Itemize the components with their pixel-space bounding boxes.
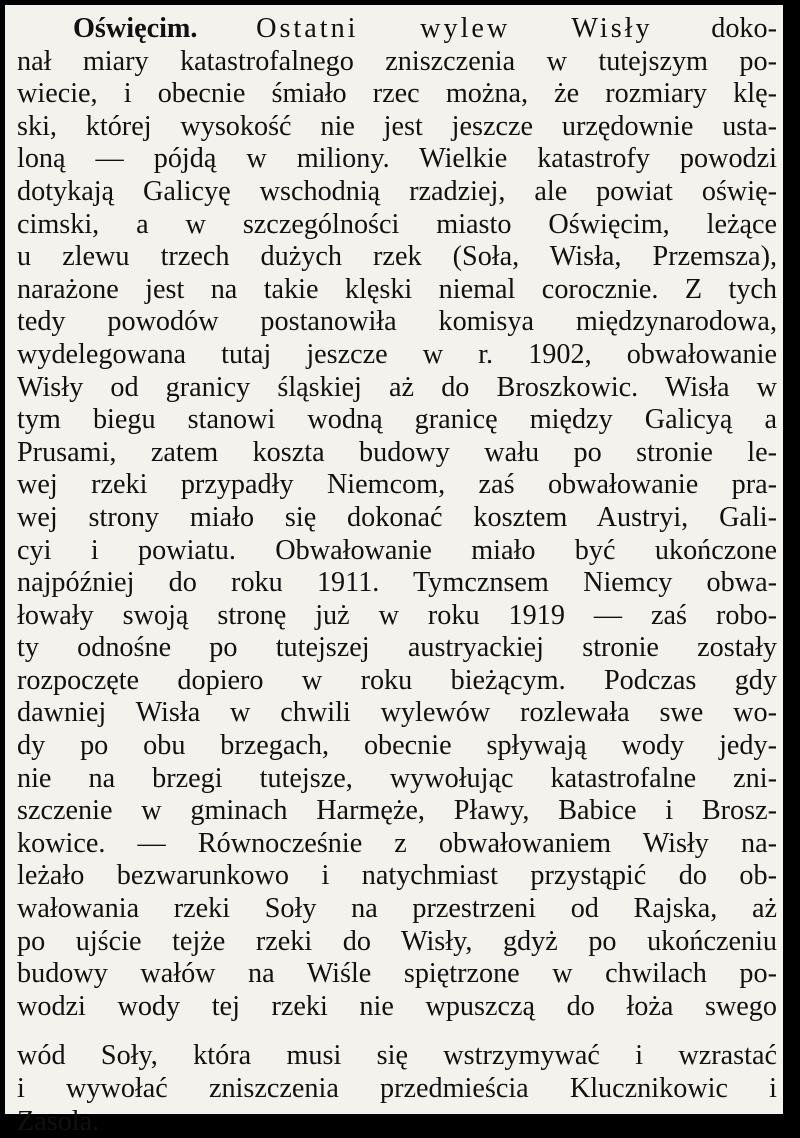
article-line: wód Soły, która musi się wstrzymywać i wzrastać	[17, 1040, 777, 1072]
article-line: nie na brzegi tutejsze, wywołując katastrofalne zni-	[17, 762, 777, 794]
article-line: Prusami, zatem koszta budowy wału po stronie le-	[17, 436, 777, 468]
article-line: kowice. — Równocześnie z obwałowaniem Wisły na-	[17, 827, 777, 859]
article-line: wiecie, i obecnie śmiało rzec można, że rozmiary klę-	[17, 78, 777, 110]
article-line: narażone jest na takie klęski niemal corocznie. Z tych	[17, 273, 777, 305]
newspaper-clipping	[5, 5, 789, 1137]
article-line: tedy powodów postanowiła komisya międzynarodowa,	[17, 306, 777, 338]
article-final-line: Zasola.	[17, 1105, 100, 1137]
article-line: wodzi wody tej rzeki nie wpuszczą do łoża swego	[17, 990, 777, 1022]
article-line: po ujście tejże rzeki do Wisły, gdyż po ukończeniu	[17, 925, 777, 957]
article-line: cimski, a w szczególności miasto Oświęcim, leżące	[17, 208, 777, 240]
article-line: leżało bezwarunkowo i natychmiast przystąpić do ob-	[17, 860, 777, 892]
article-line: szczenie w gminach Harmęże, Pławy, Babice i Brosz-	[17, 795, 777, 827]
article-line: ski, której wysokość nie jest jeszcze urzędownie usta-	[17, 110, 777, 142]
article-line: cyi i powiatu. Obwałowanie miało być ukończone	[17, 534, 777, 566]
article-line: wydelegowana tutaj jeszcze w r. 1902, obwałowanie	[17, 338, 777, 370]
article-first-line	[17, 13, 777, 46]
article-line: ty odnośne po tutejszej austryackiej stronie zostały	[17, 632, 777, 664]
article-line: łowały swoją stronę już w roku 1919 — zaś robo-	[17, 599, 777, 631]
opening-rest: doko-	[711, 13, 777, 44]
article-line: dy po obu brzegach, obecnie spływają wody jedy-	[17, 730, 777, 762]
article-line: wałowania rzeki Soły na przestrzeni od Rajska, aż	[17, 893, 777, 925]
article-line: najpóźniej do roku 1911. Tymcznsem Niemcy obwa-	[17, 567, 777, 599]
article-column	[17, 13, 777, 1138]
article-line: loną — pójdą w miliony. Wielkie katastrofy powodzi	[17, 143, 777, 175]
article-line: Wisły od granicy śląskiej aż do Broszkowic. Wisła w	[17, 371, 777, 403]
article-line: dotykają Galicyę wschodnią rzadziej, ale powiat oświę-	[17, 175, 777, 207]
article-line: dawniej Wisła w chwili wylewów rozlewała swe wo-	[17, 697, 777, 729]
article-line: rozpoczęte dopiero w roku bieżącym. Podczas gdy	[17, 664, 777, 696]
article-line: nał miary katastrofalnego zniszczenia w tutejszym po-	[17, 45, 777, 77]
article-line: tym biegu stanowi wodną granicę między Galicyą a	[17, 404, 777, 436]
article-line: wej strony miało się dokonać kosztem Austryi, Gali-	[17, 501, 777, 533]
article-line: i wywołać zniszczenia przedmieścia Klucznikowic i	[17, 1073, 777, 1104]
article-line: budowy wałów na Wiśle spiętrzone w chwilach po-	[17, 958, 777, 990]
article-line: wej rzeki przypadły Niemcom, zaś obwałowanie pra-	[17, 469, 777, 501]
spaced-opening-words: Ostatni wylew Wisły	[256, 13, 653, 44]
article-heading: Oświęcim.	[73, 13, 198, 44]
article-line: u zlewu trzech dużych rzek (Soła, Wisła, Przemsza),	[17, 241, 777, 273]
